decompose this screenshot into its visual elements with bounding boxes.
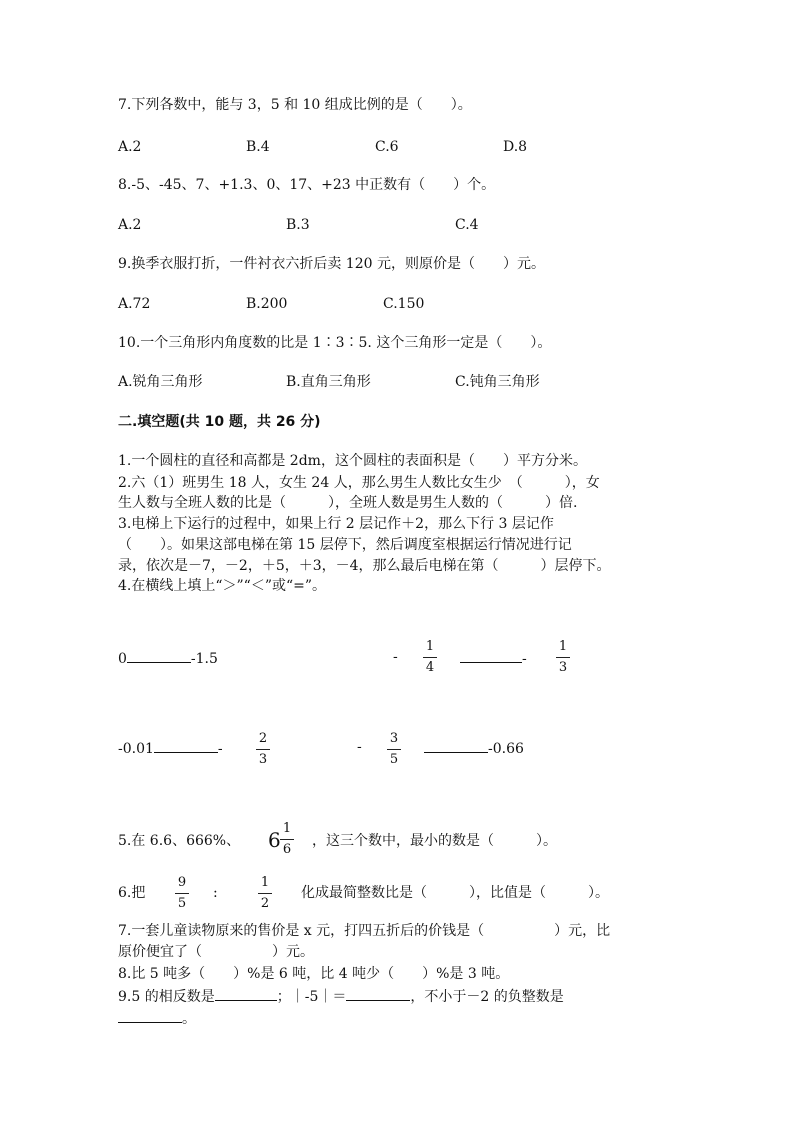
numerator: 9	[177, 875, 187, 890]
option-b: B.直角三角形	[286, 374, 371, 390]
denominator: 3	[258, 752, 268, 767]
answer-blank[interactable]	[460, 648, 522, 663]
minus-sign: -	[217, 741, 223, 757]
comparison-right: -1.5	[190, 651, 218, 667]
fill-question-6-prefix: 6.把	[118, 885, 146, 901]
fill-question-5-suffix: ，这三个数中，最小的数是（ ）。	[312, 833, 557, 849]
ratio-colon: :	[213, 885, 218, 901]
denominator: 2	[260, 896, 270, 911]
option-d: D.8	[503, 139, 528, 155]
fill-question-2-line-2: 生人数与全班人数的比是（ ），全班人数是男生人数的（ ）倍.	[118, 495, 578, 511]
fill-question-3-line-1: 3.电梯上下运行的过程中，如果上行 2 层记作＋2，那么下行 3 层记作	[118, 516, 554, 532]
fill-question-9-line-2	[118, 1008, 196, 1028]
q9-part-a: 9.5 的相反数是	[118, 989, 215, 1005]
fraction	[280, 822, 294, 857]
fill-question-5-prefix: 5.在 6.6、666%、	[118, 833, 241, 849]
q9-part-b: ；｜-5｜＝	[276, 989, 347, 1005]
option-a: A.2	[118, 217, 142, 233]
fill-question-4: 4.在横线上填上“＞”“＜”或“=”。	[118, 578, 327, 594]
option-c: C.150	[383, 296, 425, 312]
option-c: C.4	[455, 217, 479, 233]
q9-part-c: ，不小于－2 的负整数是	[410, 989, 564, 1005]
answer-blank[interactable]	[154, 738, 218, 753]
numerator: 1	[558, 639, 568, 654]
numerator: 1	[260, 875, 270, 890]
option-c: C.6	[375, 139, 399, 155]
answer-blank[interactable]	[127, 648, 191, 663]
fraction	[175, 876, 189, 911]
minus-sign: -	[522, 651, 527, 667]
question-9-text: 9.换季衣服打折，一件衬衣六折后卖 120 元，则原价是（ ）元。	[118, 256, 545, 272]
fill-question-3-line-3: 录，依次是－7，－2，＋5，＋3，－4，那么最后电梯在第（ ）层停下。	[118, 558, 611, 574]
answer-blank[interactable]	[215, 986, 277, 1001]
comparison-2	[460, 648, 527, 668]
fill-question-7-line-1: 7.一套儿童读物原来的售价是 x 元，打四五折后的价钱是（ ）元，比	[118, 923, 611, 939]
comparison-4	[424, 738, 524, 758]
answer-blank[interactable]	[424, 738, 488, 753]
denominator: 3	[558, 660, 568, 675]
fill-question-2-line-1: 2.六（1）班男生 18 人，女生 24 人，那么男生人数比女生少 （ ），女	[118, 475, 600, 491]
minus-sign: -	[393, 649, 398, 665]
option-a: A.72	[118, 296, 151, 312]
comparison-left: -0.01	[118, 741, 154, 757]
comparison-3	[118, 738, 223, 758]
answer-blank[interactable]	[118, 1008, 182, 1023]
option-b: B.200	[246, 296, 288, 312]
numerator: 2	[258, 731, 268, 746]
fill-question-7-line-2: 原价便宜了（ ）元。	[118, 944, 314, 960]
denominator: 5	[177, 896, 187, 911]
option-b: B.4	[246, 139, 270, 155]
denominator: 6	[282, 842, 292, 857]
comparison-left: 0	[118, 651, 127, 667]
question-7-text: 7.下列各数中，能与 3，5 和 10 组成比例的是（ ）。	[118, 97, 472, 113]
fill-question-8: 8.比 5 吨多（ ）%是 6 吨，比 4 吨少（ ）%是 3 吨。	[118, 966, 510, 982]
option-b: B.3	[286, 217, 310, 233]
fraction	[258, 876, 272, 911]
fraction	[256, 732, 270, 767]
option-c: C.钝角三角形	[455, 374, 540, 390]
fill-question-1: 1.一个圆柱的直径和高都是 2dm，这个圆柱的表面积是（ ）平方分米。	[118, 453, 587, 469]
answer-blank[interactable]	[346, 986, 410, 1001]
question-10-text: 10.一个三角形内角度数的比是 1∶3∶5. 这个三角形一定是（ ）。	[118, 335, 552, 351]
option-a: A.锐角三角形	[118, 374, 203, 390]
numerator: 3	[389, 731, 399, 746]
option-a: A.2	[118, 139, 142, 155]
q9-part-d: 。	[182, 1011, 196, 1027]
numerator: 1	[282, 821, 292, 836]
denominator: 4	[425, 660, 435, 675]
fraction	[556, 640, 570, 675]
fraction	[423, 640, 437, 675]
numerator: 1	[425, 639, 435, 654]
question-8-text: 8.-5、-45、7、+1.3、0、17、+23 中正数有（ ）个。	[118, 177, 496, 193]
comparison-1	[118, 648, 218, 668]
denominator: 5	[389, 752, 399, 767]
minus-sign: -	[357, 739, 362, 755]
whole-part: 6	[268, 828, 281, 852]
fraction	[387, 732, 401, 767]
fill-question-3-line-2: （ ）。如果这部电梯在第 15 层停下，然后调度室根据运行情况进行记	[118, 537, 572, 553]
section-heading: 二.填空题(共 10 题，共 26 分)	[118, 414, 321, 430]
comparison-right: -0.66	[488, 741, 524, 757]
fill-question-6-suffix: 化成最简整数比是（ ），比值是（ ）。	[301, 885, 609, 901]
fill-question-9	[118, 986, 564, 1006]
